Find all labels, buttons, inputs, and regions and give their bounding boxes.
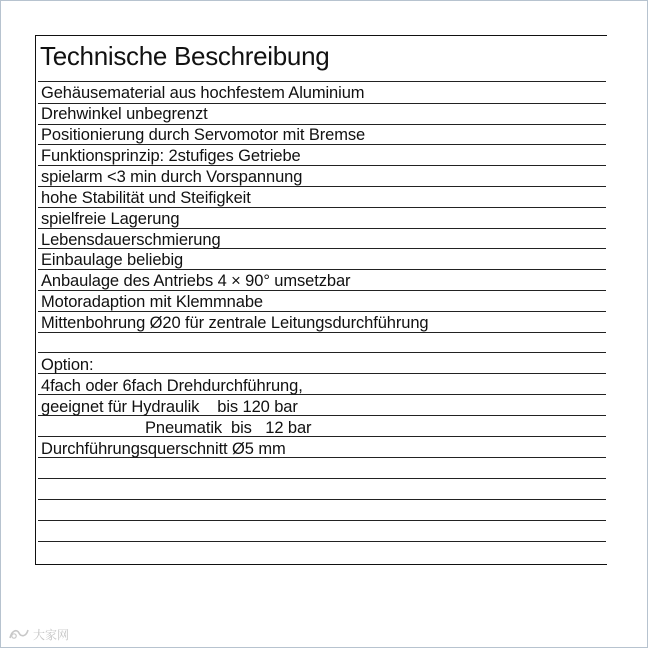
option-line: geeignet für Hydraulik bis 120 bar (41, 398, 298, 416)
spec-line: Drehwinkel unbegrenzt (41, 105, 208, 123)
option-line: 4fach oder 6fach Drehdurchführung, (41, 377, 303, 395)
document-title: Technische Beschreibung (40, 41, 330, 71)
row-divider (38, 520, 606, 521)
spec-line: Gehäusematerial aus hochfestem Aluminium (41, 84, 365, 102)
row-divider (38, 352, 606, 353)
row-divider (38, 373, 606, 374)
option-line: Pneumatik bis 12 bar (145, 419, 312, 437)
spec-line: spielarm <3 min durch Vorspannung (41, 168, 303, 186)
sheet-bottom-border (36, 564, 607, 565)
watermark-text: 大家网 (33, 627, 70, 642)
row-divider (38, 81, 606, 82)
row-divider (38, 436, 606, 437)
spec-line: Funktionsprinzip: 2stufiges Getriebe (41, 147, 301, 165)
watermark-logo-icon (8, 627, 30, 641)
option-heading: Option: (41, 356, 94, 374)
spec-line: hohe Stabilität und Steifigkeit (41, 189, 251, 207)
spec-line: Einbaulage beliebig (41, 251, 184, 269)
row-divider (38, 499, 606, 500)
spec-line: Lebensdauerschmierung (41, 231, 221, 249)
spec-line: Anbaulage des Antriebs 4 × 90° umsetzbar (41, 272, 351, 290)
row-divider (38, 541, 606, 542)
option-line: Durchführungsquerschnitt Ø5 mm (41, 440, 286, 458)
spec-line: Mittenbohrung Ø20 für zentrale Leitungsdurchführung (41, 314, 429, 332)
watermark (8, 626, 69, 642)
spec-line: Motoradaption mit Klemmnabe (41, 293, 263, 311)
row-divider (38, 478, 606, 479)
spec-line: Positionierung durch Servomotor mit Bremse (41, 126, 366, 144)
spec-line: spielfreie Lagerung (41, 210, 180, 228)
